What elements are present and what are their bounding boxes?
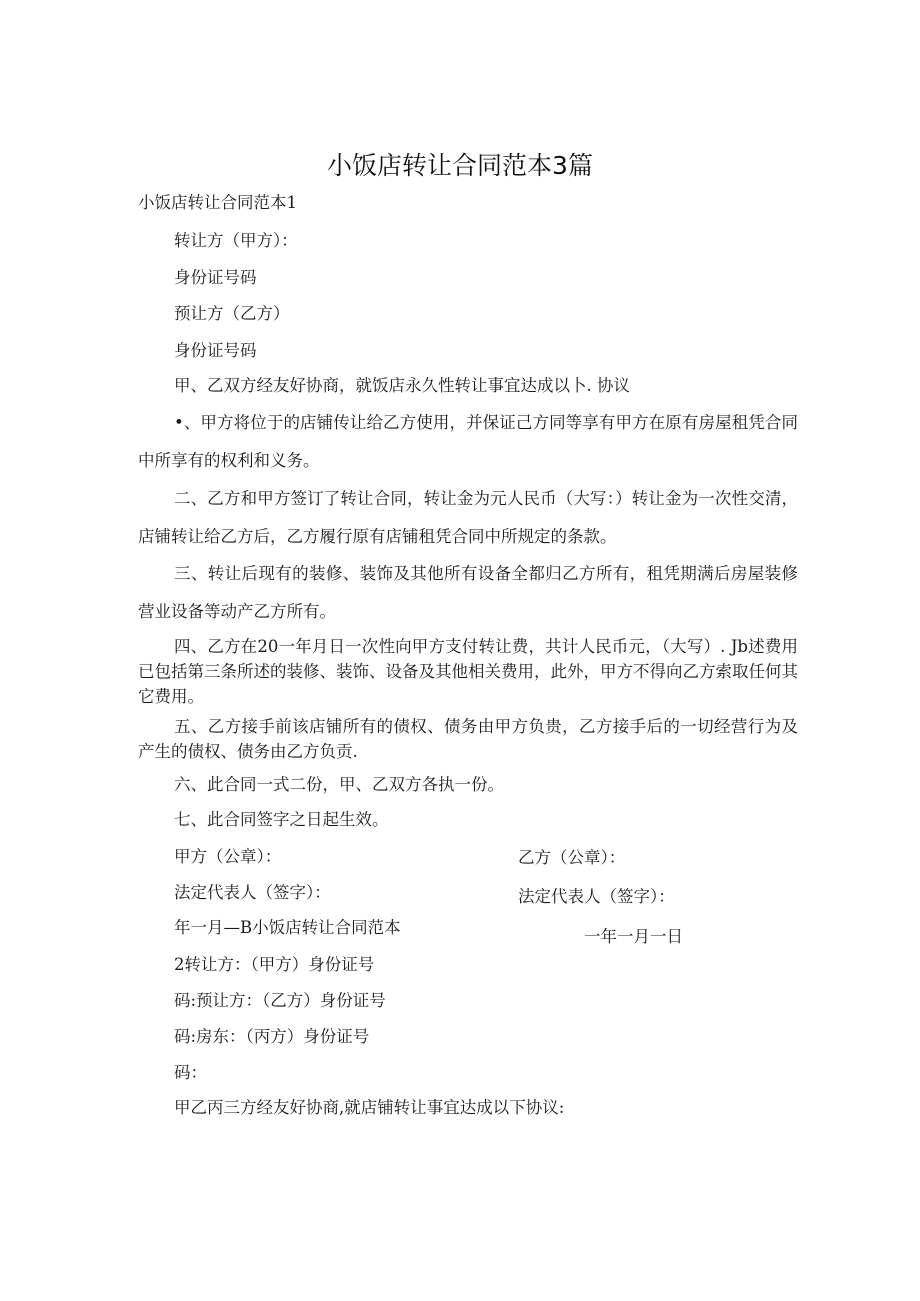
clause-6: 六、此合同一式二份，甲、乙双方各执一份。 <box>174 775 504 794</box>
document-title: 小饭店转让合同范本3篇 <box>327 151 593 180</box>
second-contract-line-3: 码:房东：（丙方）身份证号 <box>174 1027 370 1046</box>
second-contract-line-4: 码： <box>174 1063 207 1082</box>
transferor-field: 转让方（甲方）： <box>174 231 298 250</box>
clause-3 <box>138 555 798 631</box>
party-a-seal: 甲方（公章）： <box>174 847 282 866</box>
second-contract-line-2: 码:预让方：（乙方）身份证号 <box>174 991 386 1010</box>
clause-5 <box>138 714 798 764</box>
clause-4-text: 四、乙方在20一年月日一次性向甲方支付转让费，共计人民币元，（大写）. Jb述费用已包括第三条所述的装修、装饰、设备及其他相关费用，此外，甲方不得向乙方索取任何其它费用。 <box>138 637 798 706</box>
id-number-field-a: 身份证号码 <box>174 268 257 287</box>
clause-1-text: •、甲方将位于的店铺传让给乙方使用，并保证己方同等享有甲方在原有房屋租凭合同中所享有的权利和义务。 <box>138 413 798 470</box>
party-a-date: 年一月—B小饭店转让合同范本 <box>174 918 401 937</box>
transferee-field: 预让方（乙方） <box>174 304 290 323</box>
id-number-field-b: 身份证号码 <box>174 341 257 360</box>
clause-1 <box>138 404 798 480</box>
clause-2 <box>138 480 798 556</box>
second-contract-intro: 甲乙丙三方经友好协商,就店铺转让事宜达成以下协议: <box>174 1098 565 1117</box>
clause-2-text: 二、乙方和甲方签订了转让合同，转让金为元人民币（大写：）转让金为一次性交清，店铺转让给乙方后，乙方履行原有店铺租凭合同中所规定的条款。 <box>138 489 798 546</box>
clause-3-text: 三、转让后现有的装修、装饰及其他所有设备全都归乙方所有，租凭期满后房屋装修营业设备等动产乙方所有。 <box>138 564 798 621</box>
agreement-intro: 甲、乙双方经友好协商，就饭店永久性转让事宜达成以卜. 协议 <box>174 376 630 395</box>
party-b-representative: 法定代表人（签字）： <box>518 887 675 906</box>
party-b-seal: 乙方（公章）： <box>518 848 626 867</box>
contract-subtitle: 小饭店转让合同范本1 <box>138 193 297 212</box>
party-a-representative: 法定代表人（签字）： <box>174 883 331 902</box>
second-contract-line-1: 2转让方：（甲方）身份证号 <box>174 955 375 974</box>
clause-7: 七、此合同签字之日起生效。 <box>174 810 389 829</box>
clause-5-text: 五、乙方接手前该店铺所有的债权、债务由甲方负贵，乙方接手后的一切经营行为及产生的债权、债务由乙方负贡. <box>138 717 798 761</box>
clause-4 <box>138 634 798 709</box>
party-b-date: 一年一月一日 <box>584 927 683 946</box>
